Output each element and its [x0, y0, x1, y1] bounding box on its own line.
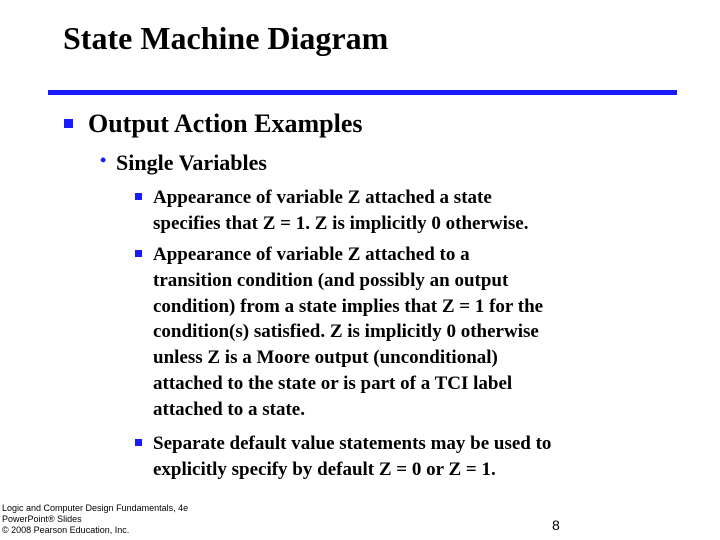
- square-bullet-icon: [135, 193, 142, 200]
- footer-credit-line: PowerPoint® Slides: [2, 514, 82, 524]
- square-bullet-icon: [135, 439, 142, 446]
- round-bullet-icon: •: [100, 150, 107, 170]
- bullet-level3-item: [135, 185, 675, 237]
- footer-credit-line: Logic and Computer Design Fundamentals, 4e: [2, 503, 189, 513]
- bullet-level2-text: Single Variables: [116, 150, 267, 175]
- bullet-text-line: Appearance of variable Z attached a state: [153, 187, 492, 208]
- bullet-text-line: Appearance of variable Z attached to a: [153, 244, 470, 265]
- square-bullet-icon: [135, 250, 142, 257]
- bullet-text-line: attached to the state or is part of a TCI label: [153, 372, 513, 394]
- square-bullet-icon: [64, 119, 73, 128]
- bullet-level1-text: Output Action Examples: [88, 109, 363, 138]
- page-number: 8: [552, 517, 560, 533]
- title-divider: [48, 90, 677, 95]
- bullet-level3-item: [135, 431, 675, 483]
- footer-credit-line: © 2008 Pearson Education, Inc.: [2, 525, 130, 535]
- bullet-text-line: Separate default value statements may be used to: [153, 433, 552, 454]
- bullet-text-line: condition(s) satisfied. Z is implicitly 0 otherwise: [153, 321, 539, 343]
- bullet-text-line: unless Z is a Moore output (unconditional): [153, 347, 498, 369]
- bullet-level3-item: [135, 242, 675, 423]
- bullet-text-line: condition) from a state implies that Z = 1 for the: [153, 295, 544, 317]
- bullet-text-line: specifies that Z = 1. Z is implicitly 0 otherwise.: [153, 212, 529, 234]
- footer-credit: [2, 503, 188, 536]
- bullet-text-line: explicitly specify by default Z = 0 or Z = 1.: [153, 458, 496, 480]
- slide-title: State Machine Diagram: [63, 20, 389, 56]
- bullet-text-line: attached to a state.: [153, 398, 305, 420]
- bullet-text-line: transition condition (and possibly an output: [153, 269, 509, 291]
